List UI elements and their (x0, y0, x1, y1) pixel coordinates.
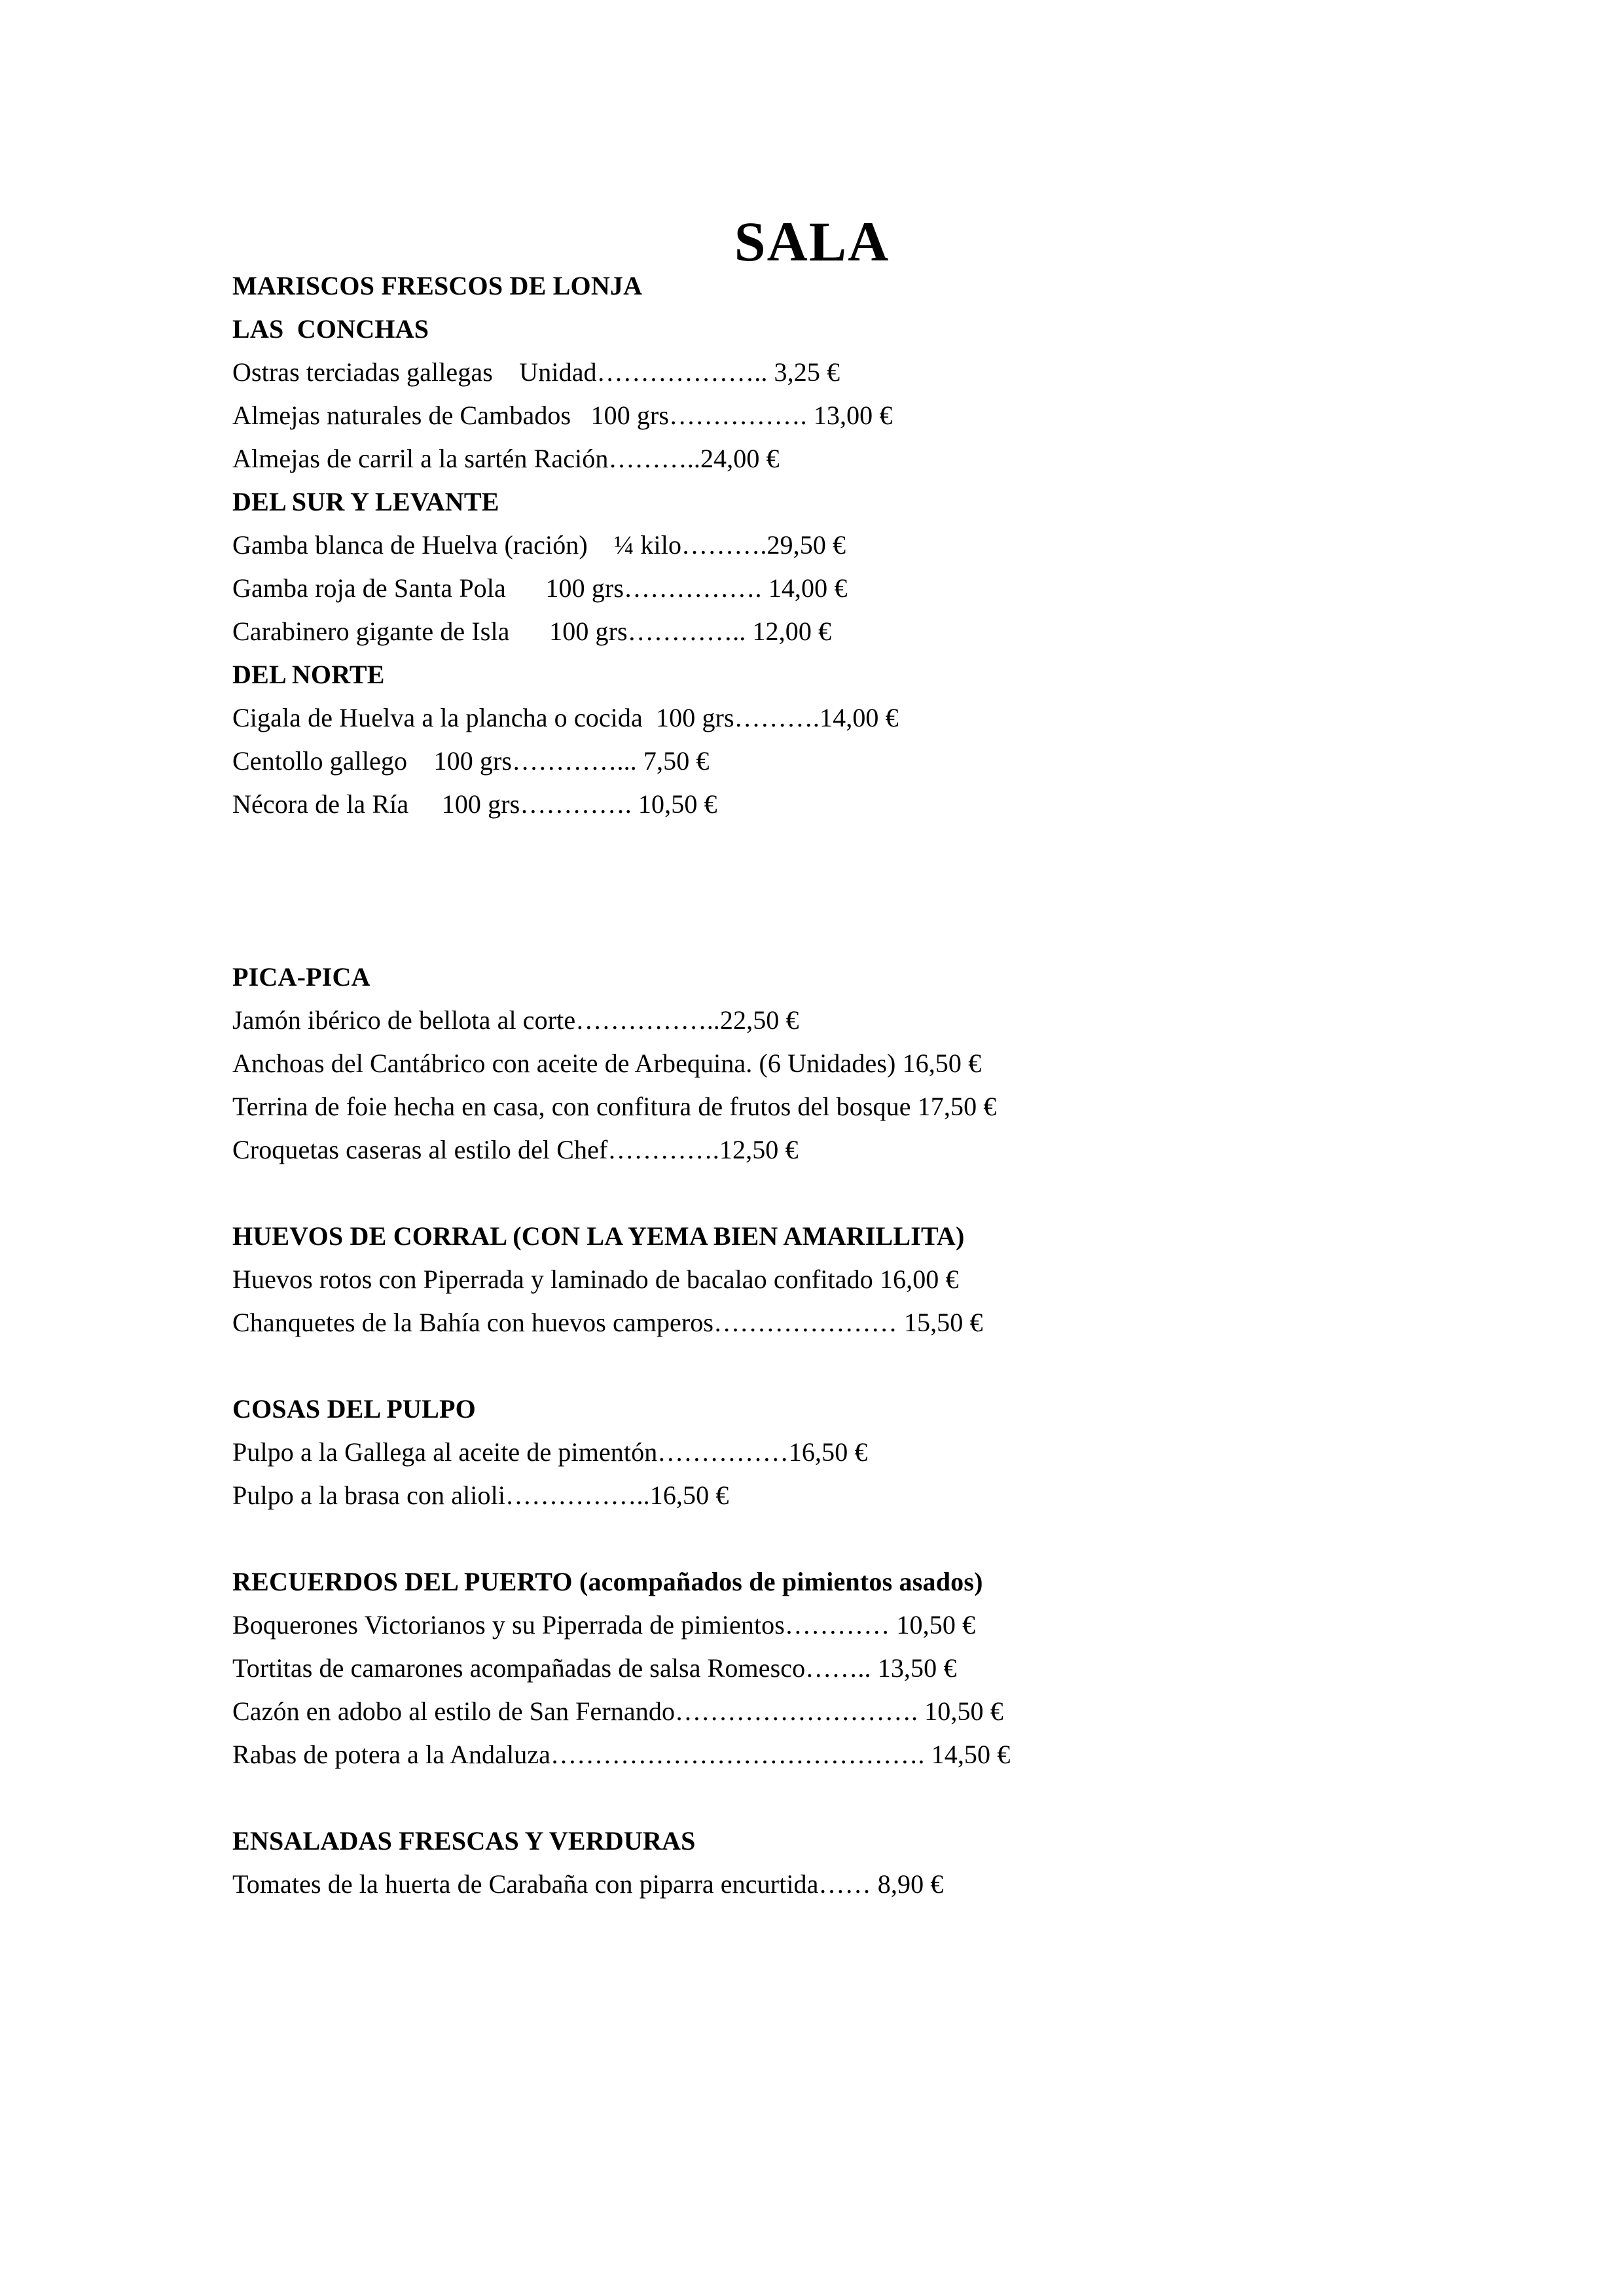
section-heading-text: DEL SUR Y LEVANTE (232, 487, 499, 516)
section-heading (232, 1560, 1450, 1604)
section-heading-text: ENSALADAS FRESCAS Y VERDURAS (232, 1826, 696, 1856)
menu-item: Almejas naturales de Cambados 100 grs……………. 13,00 € (232, 401, 893, 430)
menu-item: Carabinero gigante de Isla 100 grs………….. 12,00 € (232, 617, 832, 646)
menu-section (232, 1215, 1450, 1344)
section-heading (232, 1820, 1450, 1863)
menu-item: Anchoas del Cantábrico con aceite de Arbequina. (6 Unidades) 16,50 € (232, 1049, 982, 1078)
section-spacer (232, 1517, 1450, 1560)
menu-item: Pulpo a la brasa con alioli……………..16,50 € (232, 1480, 729, 1510)
section-heading (232, 480, 1450, 524)
menu-item: Tomates de la huerta de Carabaña con piparra encurtida…… 8,90 € (232, 1869, 944, 1899)
section-heading-text: MARISCOS FRESCOS DE LONJA (232, 271, 643, 300)
section-heading-text: RECUERDOS DEL PUERTO (232, 1567, 579, 1596)
menu-item: Gamba roja de Santa Pola 100 grs……………. 14,00 € (232, 573, 848, 603)
menu-item: Boquerones Victorianos y su Piperrada de pimientos………… 10,50 € (232, 1610, 976, 1640)
menu-item: Croquetas caseras al estilo del Chef………….12,50 € (232, 1135, 799, 1164)
section-spacer (232, 826, 1450, 956)
menu-item: Terrina de foie hecha en casa, con confitura de frutos del bosque 17,50 € (232, 1092, 997, 1121)
menu-item: Cigala de Huelva a la plancha o cocida 100 grs……….14,00 € (232, 703, 899, 732)
menu-item: Huevos rotos con Piperrada y laminado de bacalao confitado 16,00 € (232, 1265, 959, 1294)
menu-item: Almejas de carril a la sartén Ración………..24,00 € (232, 444, 780, 473)
section-spacer (232, 1776, 1450, 1820)
page-title: SALA (734, 209, 890, 273)
menu-body (232, 264, 1450, 1906)
menu-item: Centollo gallego 100 grs…………... 7,50 € (232, 746, 710, 776)
menu-item: Tortitas de camarones acompañadas de salsa Romesco…….. 13,50 € (232, 1653, 957, 1683)
section-subheading-text: (acompañados de pimientos asados) (579, 1567, 983, 1596)
menu-item: Ostras terciadas gallegas Unidad……………….. 3,25 € (232, 357, 840, 387)
menu-item: Rabas de potera a la Andaluza……………………………………. 14,50 € (232, 1740, 1011, 1769)
menu-section (232, 1820, 1450, 1906)
menu-item: Gamba blanca de Huelva (ración) ¼ kilo……….29,50 € (232, 530, 846, 560)
menu-section (232, 1560, 1450, 1776)
menu-item: Jamón ibérico de bellota al corte……………..22,50 € (232, 1005, 799, 1035)
menu-item: Nécora de la Ría 100 grs…………. 10,50 € (232, 789, 717, 819)
section-heading (232, 1215, 1450, 1258)
section-heading-text: LAS CONCHAS (232, 314, 429, 344)
section-spacer (232, 1344, 1450, 1388)
menu-section (232, 956, 1450, 1172)
menu-item: Cazón en adobo al estilo de San Fernando………………………. 10,50 € (232, 1696, 1003, 1726)
section-heading (232, 264, 1450, 308)
menu-section (232, 653, 1450, 826)
menu-section (232, 480, 1450, 653)
section-heading (232, 956, 1450, 999)
section-spacer (232, 1172, 1450, 1215)
section-heading (232, 308, 1450, 351)
menu-item: Chanquetes de la Bahía con huevos camperos………………… 15,50 € (232, 1308, 983, 1337)
section-heading-text: HUEVOS DE CORRAL (CON LA YEMA BIEN AMARILLITA) (232, 1221, 965, 1251)
section-heading-text: DEL NORTE (232, 660, 385, 689)
menu-section (232, 308, 1450, 480)
menu-section (232, 1388, 1450, 1517)
section-heading-text: COSAS DEL PULPO (232, 1394, 476, 1424)
menu-item: Pulpo a la Gallega al aceite de pimentón……………16,50 € (232, 1437, 868, 1467)
section-heading-text: PICA-PICA (232, 962, 370, 992)
menu-section (232, 264, 1450, 308)
section-heading (232, 653, 1450, 696)
section-heading (232, 1388, 1450, 1431)
